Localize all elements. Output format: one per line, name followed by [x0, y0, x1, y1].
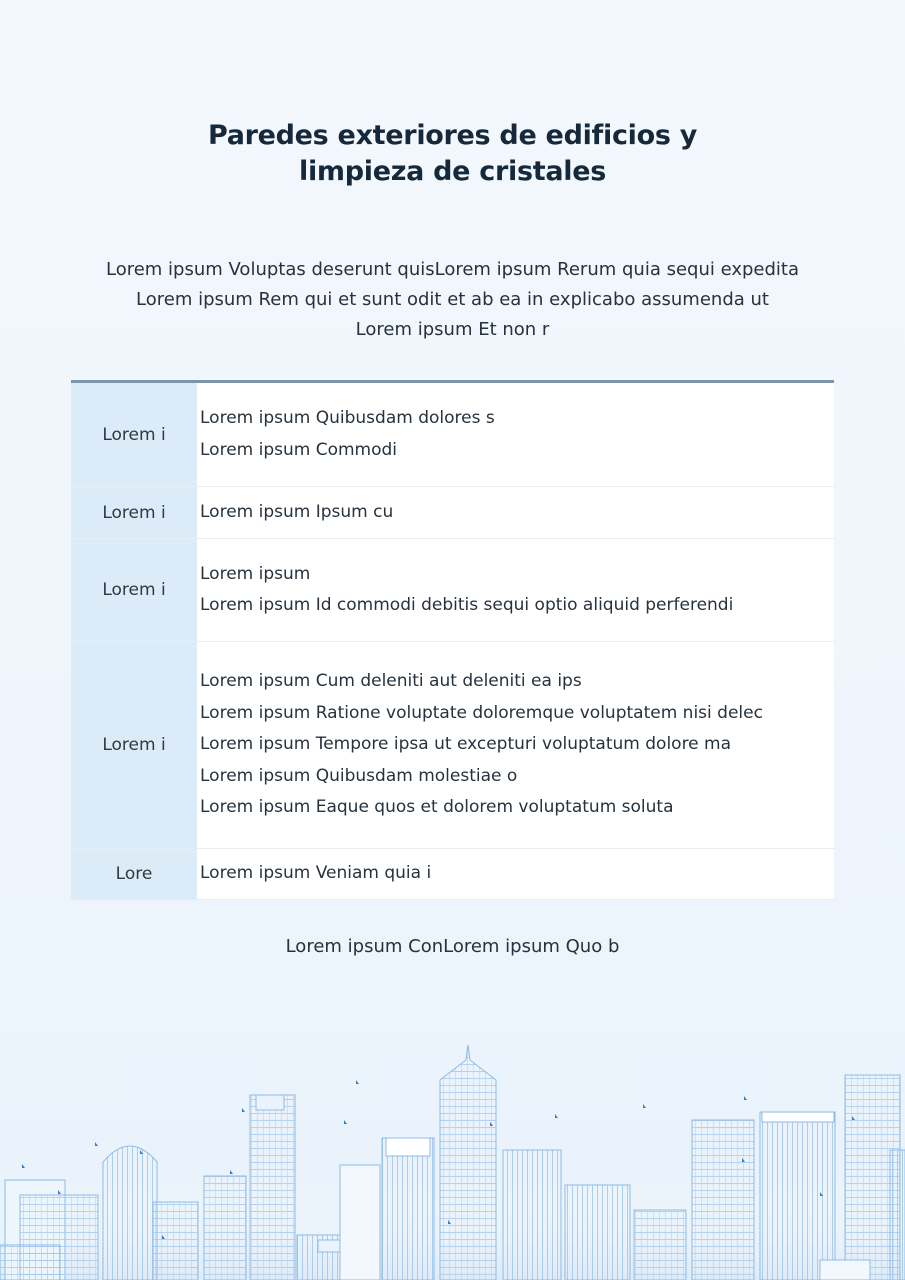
row-line: Lorem ipsum Veniam quia i — [200, 863, 432, 884]
table-row — [71, 487, 834, 539]
row-content — [197, 539, 834, 642]
table-row — [71, 642, 834, 849]
row-label: Lorem i — [71, 382, 197, 487]
row-line: Lorem ipsum Commodi — [200, 439, 398, 460]
row-content — [197, 642, 834, 849]
row-content — [197, 487, 834, 539]
title-line-1: Paredes exteriores de edificios y — [207, 120, 698, 151]
row-label: Lore — [71, 849, 197, 900]
city-skyline-illustration — [0, 1030, 905, 1280]
table-row — [71, 382, 834, 487]
row-label: Lorem i — [71, 642, 197, 849]
row-line: Lorem ipsum Ipsum cu — [200, 501, 394, 522]
row-line: Lorem ipsum Cum deleniti aut deleniti ea ips — [200, 671, 582, 692]
row-label: Lorem i — [71, 487, 197, 539]
row-line: Lorem ipsum Ratione voluptate doloremque voluptatem nisi delec — [200, 702, 763, 723]
row-line: Lorem ipsum Eaque quos et dolorem voluptatum soluta — [200, 797, 674, 818]
row-content — [197, 382, 834, 487]
intro-line-3: Lorem ipsum Et non r — [355, 319, 550, 340]
table-row — [71, 539, 834, 642]
table-row — [71, 849, 834, 900]
intro-paragraph — [60, 255, 845, 345]
intro-line-2: Lorem ipsum Rem qui et sunt odit et ab ea in explicabo assumenda ut — [136, 289, 769, 310]
row-line: Lorem ipsum Id commodi debitis sequi optio aliquid perferendi — [200, 595, 734, 615]
row-label: Lorem i — [71, 539, 197, 642]
footer-text: Lorem ipsum ConLorem ipsum Quo b — [285, 936, 620, 957]
row-line: Lorem ipsum Quibusdam molestiae o — [200, 765, 518, 786]
info-table — [71, 380, 834, 900]
row-content — [197, 849, 834, 900]
row-line: Lorem ipsum Quibusdam dolores s — [200, 408, 495, 428]
intro-line-1: Lorem ipsum Voluptas deserunt quisLorem ipsum Rerum quia sequi expedita — [105, 259, 800, 280]
row-line: Lorem ipsum — [200, 563, 311, 584]
row-line: Lorem ipsum Tempore ipsa ut excepturi voluptatum dolore ma — [200, 734, 732, 755]
page-title — [0, 118, 905, 190]
title-line-2: limpieza de cristales — [298, 156, 607, 187]
